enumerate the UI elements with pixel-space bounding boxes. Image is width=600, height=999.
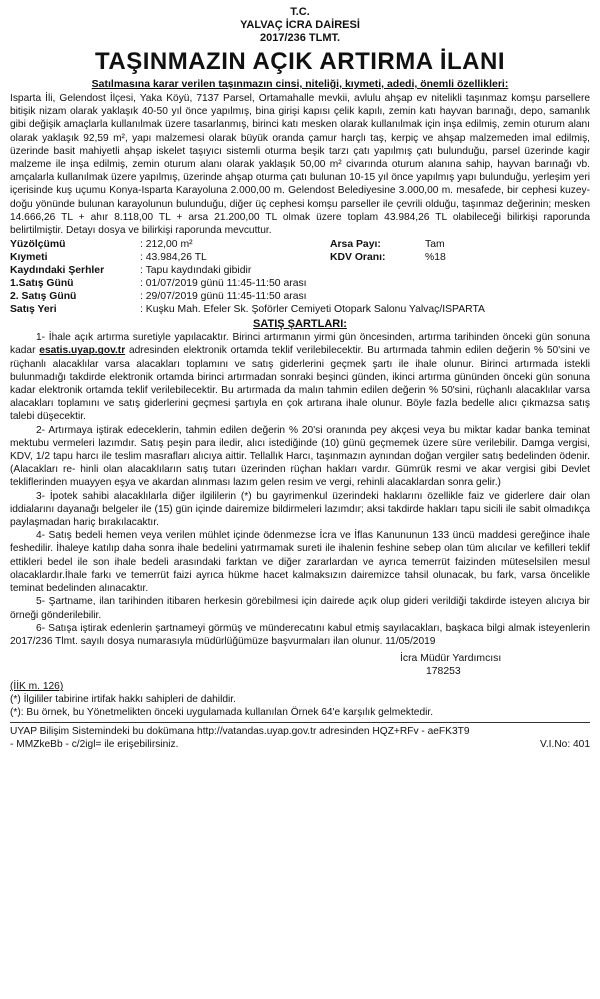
uyap-vno: V.I.No: 401 <box>539 739 590 751</box>
info-row-area <box>10 238 590 251</box>
footnote-iik: (İİK m. 126) <box>10 681 64 693</box>
esatis-link[interactable]: esatis.uyap.gov.tr <box>39 345 126 357</box>
signature-title: İcra Müdür Yardımcısı <box>400 653 502 665</box>
footnote-star: (*) İlgililer tabirine irtifak hakkı sahipleri de dahildir. <box>10 694 236 706</box>
footnote-ornek: (*): Bu örnek, bu Yönetmelikten önceki uygulamada kullanılan Örnek 64'e karşılık gelmektedir. <box>10 707 434 719</box>
satis-yeri-value: : Kuşku Mah. Efeler Sk. Şoförler Cemiyeti Otopark Salonu Yalvaç/ISPARTA <box>140 304 485 316</box>
yuzolcumu-label: Yüzölçümü <box>10 239 66 251</box>
property-info <box>10 238 590 316</box>
kdv-label: KDV Oranı: <box>330 252 386 264</box>
uyap-line-1: UYAP Bilişim Sistemindeki bu dokümana http://vatandas.uyap.gov.tr adresinden HQZ+RFv - aeFK3T9 <box>10 726 470 738</box>
serhler-label: Kaydındaki Şerhler <box>10 265 105 277</box>
info-row-sale2 <box>10 290 590 303</box>
satis1-value: : 01/07/2019 günü 11:45-11:50 arası <box>140 278 307 290</box>
arsa-payi-label: Arsa Payı: <box>330 239 381 251</box>
rule-1 <box>10 331 590 423</box>
page-title: TAŞINMAZIN AÇIK ARTIRMA İLANI <box>94 48 505 75</box>
property-description: Isparta İli, Gelendost İlçesi, Yaka Köyü, 7137 Parsel, Ortamahalle mevkii, avlulu ahşap ev nitelikli taşınmaz komşu parsellere bitişik nizam olarak yaklaşık 40-50 yıl önce yapılmış, bina girişi kapısı çelik kapılı, zemin katı hayvan barınağı, depo, samanlık gibi değişik amaçlarla kullanılmak üzere tasarlanmış, birinci katı mesken olarak kullanılmak için inşa edilmiş, zemin oturum alanı olarak yaklaşık 92,59 m², yapı malzemesi olarak büyük oranda çamur harçlı taş, kerpiç ve ahşap malzemeden imal edilmiş, üzerinde basit mahiyetli ahşap iskelet taşıyıcı sistemli oturma beşik tarzı çatı yapılmış çatı bulunduğu, parsel üzerinde kagir malzeme ile inşa edilmiş, zemin oturum alanı olarak yaklaşık 50,00 m² civarında oturum alanına sahip, hayvan barınağı vb. amçalarla kullanılmak üzere yapılmış, üzerinde ahşap oturma çatı bulunan 10-15 yıl önce yapılmış yapı bulunduğu, yerleşim yeri içerisinde kuş uçumu Konya-Isparta Karayoluna 2.000,00 m. Gelendost Belediyesine 3.000,00 m. mesafede, bir cephesi kuzey-doğu yönünde bulunan karayolunun bulunduğu, diğer üç cephesi komşu parseller ile çevrili olduğu, taşınmaz değerinin; mesken 14.666,26 TL + ahır 8.118,00 TL + arsa 21.200,00 TL olmak üzere toplam 43.984,26 TL olabileceği bilirkişi raporunda belirtilmiştir. Detayı dosya ve bilirkişi raporunda mevcuttur. <box>10 93 590 237</box>
satis2-value: : 29/07/2019 günü 11:45-11:50 arası <box>140 291 307 303</box>
rule-1-text-a: 1- İhale açık artırma suretiyle yapılacaktır. Birinci artırmanın yirmi gün öncesinden, artırma tarihinden önceki gün sonuna kadar <box>10 332 590 357</box>
uyap-line-2: - MMZkeBb - c/2igl= ile erişebilirsiniz. <box>10 739 179 751</box>
uyap-notice <box>10 725 590 751</box>
satis-yeri-label: Satış Yeri <box>10 304 57 316</box>
rule-2: 2- Artırmaya iştirak edeceklerin, tahmin edilen değerin % 20'si oranında pey akçesi veya bu miktar kadar banka teminat mektubu vermeleri lazımdır. Satış peşin para iledir, alıcı istediğinde (10) günü geçmemek üzere süre verilebilir. Damga vergisi, KDV, 1/2 tapu harcı ile teslim masrafları alıcıya aittir. Tellallık Harcı, taşınmazın aynından doğan vergiler satış bedelinden ödenir. (Alacakları re- hinli olan alacaklıların satış tutarı üzerinden rüçhan hakları vardır. Gümrük resmi ve akar vergisi gibi Devlet tekliflerinden muayyen eşya ve akardan alınması lazım gelen resim ve vergi, rehinli alacaklardan sonra gelir.) <box>10 424 590 489</box>
uyap-row-2 <box>10 738 590 751</box>
divider <box>10 722 590 723</box>
rule-1-text-b: adresinden elektronik ortamda teklif verilebilecektir. Bu artırmada tahmin edilen değerin % 50'sini ve rüçhanlı alacaklılar varsa alacakları toplamını ve satış giderlerini geçmek şartı ile ihale olunur. Birinci artırmada istekli bulunmadığı takdirde elektronik ortamda birinci artırmadan sonraki beşinci günden, ikinci artırma gününden önceki gün sonuna kadar elektronik ortamda teklif verilebilecektir. Bu artırmada da malın tahmin edilen değerin % 50'sini, rüçhanlı alacaklılar varsa alacakları toplamını ve satış giderlerini geçmesi şartıyla en çok artırana ihale olunur. Böyle fazla bedelle alıcı çıkmazsa satış talebi düşecektir. <box>10 345 590 423</box>
info-row-value <box>10 251 590 264</box>
satis2-label: 2. Satış Günü <box>10 291 77 303</box>
info-row-location <box>10 303 590 316</box>
rule-6: 6- Satışa iştirak edenlerin şartnameyi görmüş ve münderecatını kabul etmiş sayılacakları, başkaca bilgi almak isteyenlerin 2017/236 Tlmt. sayılı dosya numarasıyla müdürlüğümüze başvurmaları ilan olunur. 11/05/2019 <box>10 622 590 647</box>
header-tc: T.C. <box>290 6 310 18</box>
satis1-label: 1.Satış Günü <box>10 278 74 290</box>
kiymeti-value: : 43.984,26 TL <box>140 252 207 264</box>
rule-4: 4- Satış bedeli hemen veya verilen mühlet içinde ödenmezse İcra ve İflas Kanununun 133 üncü maddesi gereğince ihale feshedilir. İhaleye katılıp daha sonra ihale bedelini yatırmamak sureti ile ihalenin feshine sebep olan tüm alıcılar ve kefilleri teklif ettikleri bedel ile son ihale bedeli arasındaki farktan ve diğer zararlardan ve ayrıca temerrüt faizinden müteselsilen mesul olacaklardır.İhale farkı ve temerrüt faizi ayrıca hükme hacet kalmaksızın dairemizce tahsil olunacak, bu fark, varsa öncelikle teminat bedelinden alınacaktır. <box>10 530 590 595</box>
arsa-payi-value: Tam <box>425 239 445 251</box>
kiymeti-label: Kıymeti <box>10 252 48 264</box>
footnotes <box>10 680 590 719</box>
rule-3: 3- İpotek sahibi alacaklılarla diğer ilgililerin (*) bu gayrimenkul üzerindeki haklarını özellikle faiz ve giderlere dair olan iddialarını dayanağı belgeler ile (15) gün içinde dairemize bildirmeleri lazımdır; aksi takdirde hakları tapu sicili ile sabit olmadıkça paylaşmadan hariç bırakılacaktır. <box>10 490 590 529</box>
rule-5: 5- Şartname, ilan tarihinden itibaren herkesin görebilmesi için dairede açık olup gideri verildiği takdirde isteyen alıcıya bir örneği gönderilebilir. <box>10 596 590 621</box>
rules-title: SATIŞ ŞARTLARI: <box>253 318 347 331</box>
page <box>10 0 590 751</box>
signature-number: 178253 <box>426 666 461 678</box>
serhler-value: : Tapu kaydındaki gibidir <box>140 265 252 277</box>
signature-block <box>10 652 590 678</box>
info-row-serhler <box>10 264 590 277</box>
info-row-sale1 <box>10 277 590 290</box>
yuzolcumu-value: : 212,00 m² <box>140 239 193 251</box>
header-file-no: 2017/236 TLMT. <box>259 32 341 44</box>
header-office: YALVAÇ İCRA DAİRESİ <box>240 19 360 31</box>
subtitle: Satılmasına karar verilen taşınmazın cinsi, niteliği, kıymeti, adedi, önemli özellikleri: <box>91 78 509 90</box>
kdv-value: %18 <box>425 252 446 264</box>
